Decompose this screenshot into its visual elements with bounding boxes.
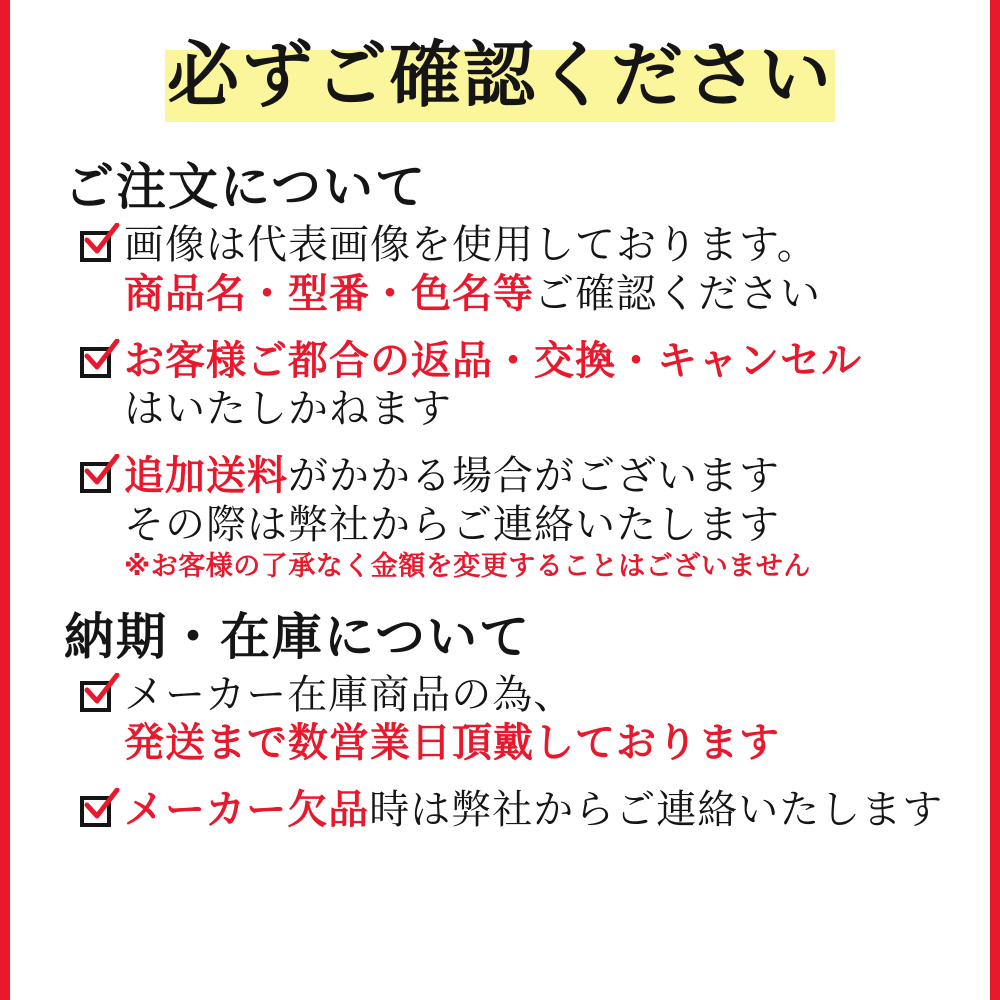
page-title-text: 必ずご確認ください: [166, 33, 833, 117]
text-span: ご確認ください: [534, 270, 821, 317]
list-item-text: [124, 221, 960, 319]
text-span: 時は弊社からご連絡いたします: [369, 787, 944, 834]
list-item-text: [124, 671, 960, 769]
checkbox-check-icon: [78, 792, 118, 832]
text-line: [124, 452, 960, 501]
right-red-border: [990, 0, 1000, 1000]
text-span: 発送まで数営業日頂戴しております: [124, 720, 780, 767]
text-line: [124, 337, 960, 386]
page-title: [40, 0, 960, 150]
section-heading-delivery: 納期・在庫について: [64, 607, 531, 666]
text-span: 商品名・型番・色名等: [124, 270, 534, 317]
checkbox-check-icon: [78, 343, 118, 383]
text-span: その際は弊社からご連絡いたします: [124, 501, 780, 548]
list-item: [78, 786, 960, 835]
text-span: はいたしかねます: [124, 386, 452, 433]
left-red-border: [0, 0, 10, 1000]
notice-content: [10, 0, 990, 1000]
text-line: [124, 671, 960, 720]
list-item: [78, 671, 960, 769]
text-span: がかかる場合がございます: [288, 453, 780, 500]
list-item-text: [124, 786, 960, 835]
text-line: [124, 385, 960, 434]
text-line: [124, 221, 960, 270]
text-line: [124, 786, 960, 835]
text-line-note: [124, 550, 960, 584]
text-line: [124, 719, 960, 768]
list-item: [78, 337, 960, 435]
list-item: [78, 452, 960, 583]
checkbox-check-icon: [78, 227, 118, 267]
text-span: メーカー欠品: [124, 787, 370, 834]
text-span: お客様ご都合の返品・交換・キャンセル: [124, 337, 862, 384]
text-line: [124, 270, 960, 319]
text-span: 追加送料: [124, 453, 288, 500]
text-span: 画像は代表画像を使用しております。: [124, 222, 818, 268]
text-line: [124, 501, 960, 550]
text-span: ※お客様の了承なく金額を変更することはございません: [124, 550, 811, 582]
list-item: [78, 221, 960, 319]
checkbox-check-icon: [78, 677, 118, 717]
list-item-text: [124, 337, 960, 435]
text-span: メーカー在庫商品の為、: [124, 671, 575, 718]
section-heading-order: ご注文について: [64, 158, 427, 216]
checkbox-check-icon: [78, 458, 118, 498]
list-item-text: [124, 452, 960, 583]
